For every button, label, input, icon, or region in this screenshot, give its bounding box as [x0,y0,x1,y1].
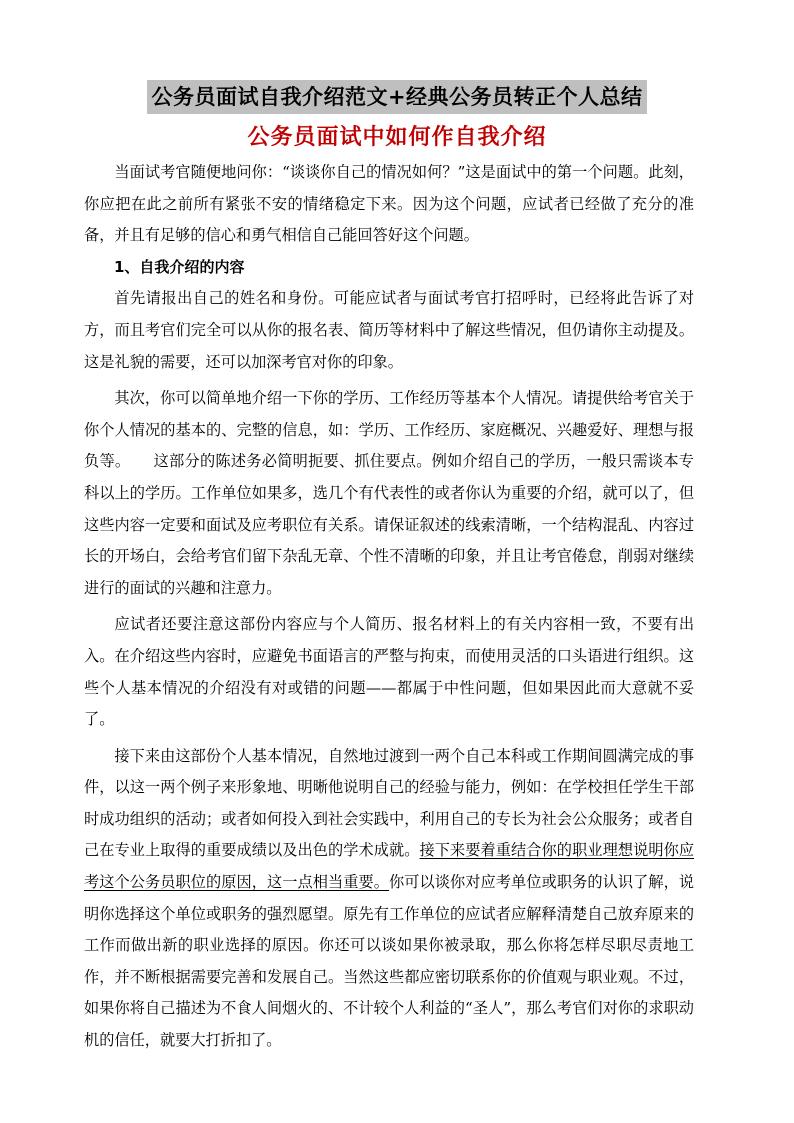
paragraph-4-part-a: 接下来由这部份个人基本情况，自然地过渡到一两个自己本科或工作期间圆满完成的事件，以这一两个例子来形象地、明晰他说明自己的经验与能力，例如：在学校担任学生干部时成功组织的活动；或者如何投入到社会实践中，利用自己的专长为社会公众服务；或者自己在专业上取得的重要成绩以及出色的学术成就。 [84,746,694,860]
paragraph-1: 首先请报出自己的姓名和身份。可能应试者与面试考官打招呼时，已经将此告诉了对方，而且考官们完全可以从你的报名表、简历等材料中了解这些情况，但仍请你主动提及。这是礼貌的需要，还可以加深考官对你的印象。 [84,289,694,371]
paragraph-4-underlined: 接下来要着重结合你的职业理想说明你应考这个公务员职位的原因，这一点相当重要。 [84,841,695,892]
section-heading-1: 1、自我介绍的内容 [114,257,245,276]
paragraph-4-part-c: 你可以谈你对应考单位或职务的认识了解，说明你选择这个单位或职务的强烈愿望。原先有工作单位的应试者应解释清楚自己放弃原来的工作而做出新的职业选择的原因。你还可以谈如果你被录取，那么你将怎样尽职尽责地工作，并不断根据需要完善和发展自己。当然这些都应密切联系你的价值观与职业观。不过，如果你将自己描述为不食人间烟火的、不计较个人利益的“圣人”，那么考官们对你的求职动机的信任，就要大打折扣了。 [84,873,695,1050]
document-subtitle: 公务员面试中如何作自我介绍 [247,125,547,150]
paragraph-4 [84,741,694,1057]
document-title: 公务员面试自我介绍范文+经典公务员转正个人总结 [147,80,646,114]
document-body [84,157,694,1057]
paragraph-3: 应试者还要注意这部份内容应与个人简历、报名材料上的有关内容相一致，不要有出入。在介绍这些内容时，应避免书面语言的严整与拘束，而使用灵活的口头语进行组织。这些个人基本情况的介绍没有对或错的问题——都属于中性问题，但如果因此而大意就不妥了。 [84,615,694,729]
document-title-wrap [0,80,794,114]
paragraph-2: 其次，你可以简单地介绍一下你的学历、工作经历等基本个人情况。请提供给考官关于你个人情况的基本的、完整的信息，如：学历、工作经历、家庭概况、兴趣爱好、理想与报负等。 这部分的陈述务必简明扼要、抓住要点。例如介绍自己的学历，一般只需谈本专科以上的学历。工作单位如果多，选几个有代表性的或者你认为重要的介绍，就可以了，但这些内容一定要和面试及应考职位有关系。请保证叙述的线索清晰，一个结构混乱、内容过长的开场白，会给考官们留下杂乱无章、个性不清晰的印象，并且让考官倦怠，削弱对继续进行的面试的兴趣和注意力。 [84,389,694,597]
intro-paragraph: 当面试考官随便地问你：“谈谈你自己的情况如何？”这是面试中的第一个问题。此刻，你应把在此之前所有紧张不安的情绪稳定下来。因为这个问题，应试者已经做了充分的准备，并且有足够的信心和勇气相信自己能回答好这个问题。 [84,163,694,245]
